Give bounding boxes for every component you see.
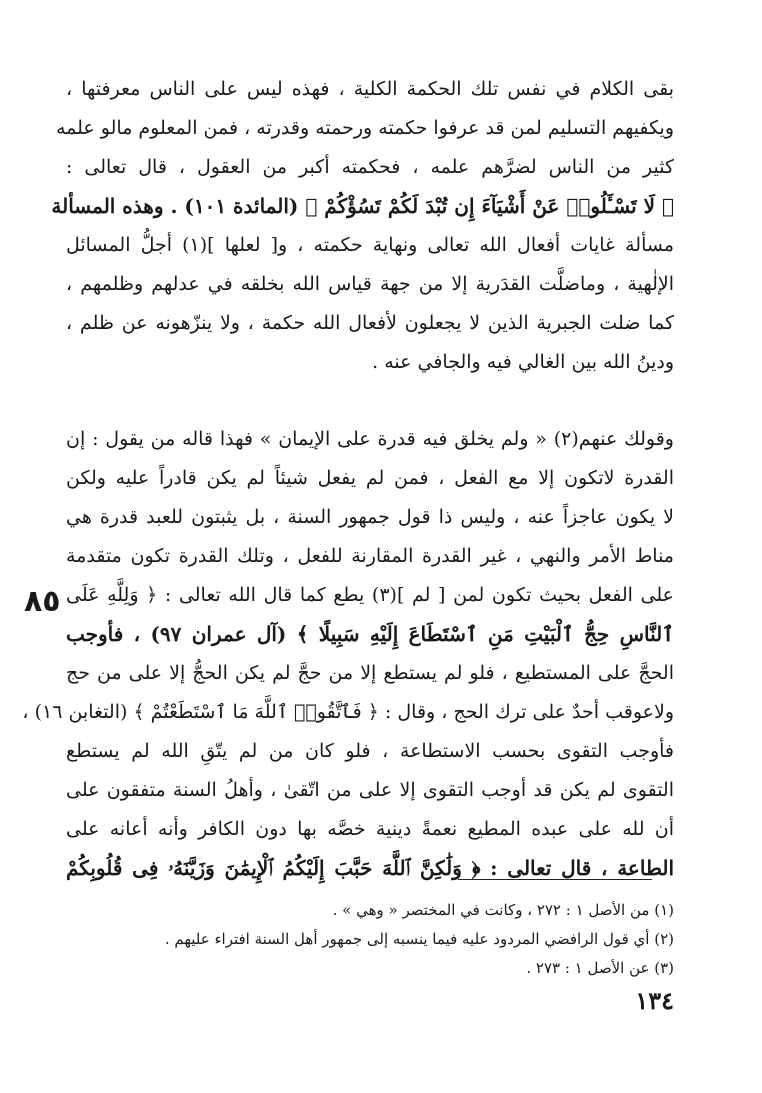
text-line: كما ضلت الجبرية الذين لا يجعلون لأفعال الله حكمة ، ولا ينزّهونه عن ظلم ، bbox=[66, 312, 674, 334]
quran-verse-line: ﴿ لَا تَسْـَٔلُوا۟ عَنْ أَشْيَآءَ إِن تُبْدَ لَكُمْ تَسُؤْكُمْ ﴾ (المائدة ١٠١) . وهذه المسألة bbox=[51, 194, 674, 218]
text-line: الحجَّ على المستطيع ، فلو لم يستطع إلا من حجَّ لم يكن الحجُّ إلا على من حج bbox=[66, 662, 674, 684]
text-line: فأوجب التقوى بحسب الاستطاعة ، فلو كان من لم يتّقِ الله لم يستطع bbox=[66, 740, 674, 762]
text-line: أن لله على عبده المطيع نعمةً دينية خصَّه بها دون الكافر وأنه أعانه على bbox=[66, 818, 674, 840]
text-line: كثير من الناس لضرَّهم علمه ، فحكمته أكبر من العقول ، قال تعالى : bbox=[66, 156, 674, 178]
text-line: التقوى لم يكن قد أوجب التقوى إلا على من اتّقىٰ ، وأهلُ السنة متفقون على bbox=[66, 779, 674, 801]
footnote-2: (٢) أي قول الرافضي المردود عليه فيما ينسبه إلى جمهور أهل السنة افتراء عليهم . bbox=[164, 930, 674, 948]
text-line: مناط الأمر والنهي ، غير القدرة المقارنة للفعل ، وتلك القدرة تكون متقدمة bbox=[66, 545, 674, 567]
footnote-1: (١) من الأصل ١ : ٢٧٢ ، وكانت في المختصر « وهي » . bbox=[332, 901, 674, 919]
text-line: ولاعوقب أحدٌ على ترك الحج ، وقال : ﴿ فَٱتَّقُوا۟ ٱللَّهَ مَا ٱسْتَطَعْتُمْ ﴾ (التغابن ١٦) ، bbox=[22, 701, 674, 723]
text-line: بقى الكلام في نفس تلك الحكمة الكلية ، فهذه ليس على الناس معرفتها ، bbox=[66, 78, 674, 100]
margin-section-number: ٨٥ bbox=[24, 584, 61, 619]
quran-verse-line: ٱلنَّاسِ حِجُّ ٱلْبَيْتِ مَنِ ٱسْتَطَاعَ إِلَيْهِ سَبِيلًا ﴾ (آل عمران ٩٧) ، فأوجب bbox=[66, 622, 674, 646]
footnotes bbox=[66, 896, 674, 983]
quran-verse-line: الطاعة ، قال تعالى : ﴿ وَلَٰكِنَّ ٱللَّهَ حَبَّبَ إِلَيْكُمُ ٱلْإِيمَٰنَ وَزَيَّنَهُۥ فِى قُلُوبِكُمْ bbox=[66, 856, 674, 880]
text-line: مسألة غايات أفعال الله تعالى ونهاية حكمته ، و[ لعلها ](١) أجلُّ المسائل bbox=[66, 234, 674, 256]
text-line: ويكفيهم التسليم لمن قد عرفوا حكمته ورحمته وقدرته ، فمن المعلوم مالو علمه bbox=[55, 117, 674, 139]
footnote-3: (٣) عن الأصل ١ : ٢٧٣ . bbox=[526, 959, 674, 977]
paragraph-1 bbox=[51, 70, 674, 382]
text-line: ودينُ الله بين الغالي فيه والجافي عنه . bbox=[372, 351, 674, 373]
text-line: وقولك عنهم(٢) « ولم يخلق فيه قدرة على الإيمان » فهذا قاله من يقول : إن bbox=[66, 428, 674, 450]
page-number: ١٣٤ bbox=[635, 986, 674, 1015]
text-line: الإلٰهية ، وماضلَّت القدَرية إلا من جهة قياس الله بخلقه في عدلهم وظلمهم ، bbox=[66, 273, 674, 295]
text-line: على الفعل بحيث تكون لمن [ لم ](٣) يطع كما قال الله تعالى : ﴿ وَلِلَّهِ عَلَى bbox=[66, 584, 674, 606]
footnote-divider bbox=[458, 879, 652, 880]
text-line: لا يكون عاجزاً عنه ، وليس ذا قول جمهور السنة ، بل يثبتون للعبد قدرة هي bbox=[66, 506, 674, 528]
text-line: القدرة لاتكون إلا مع الفعل ، فمن لم يفعل شيئاً لم يكن قادراً عليه ولكن bbox=[66, 467, 674, 489]
